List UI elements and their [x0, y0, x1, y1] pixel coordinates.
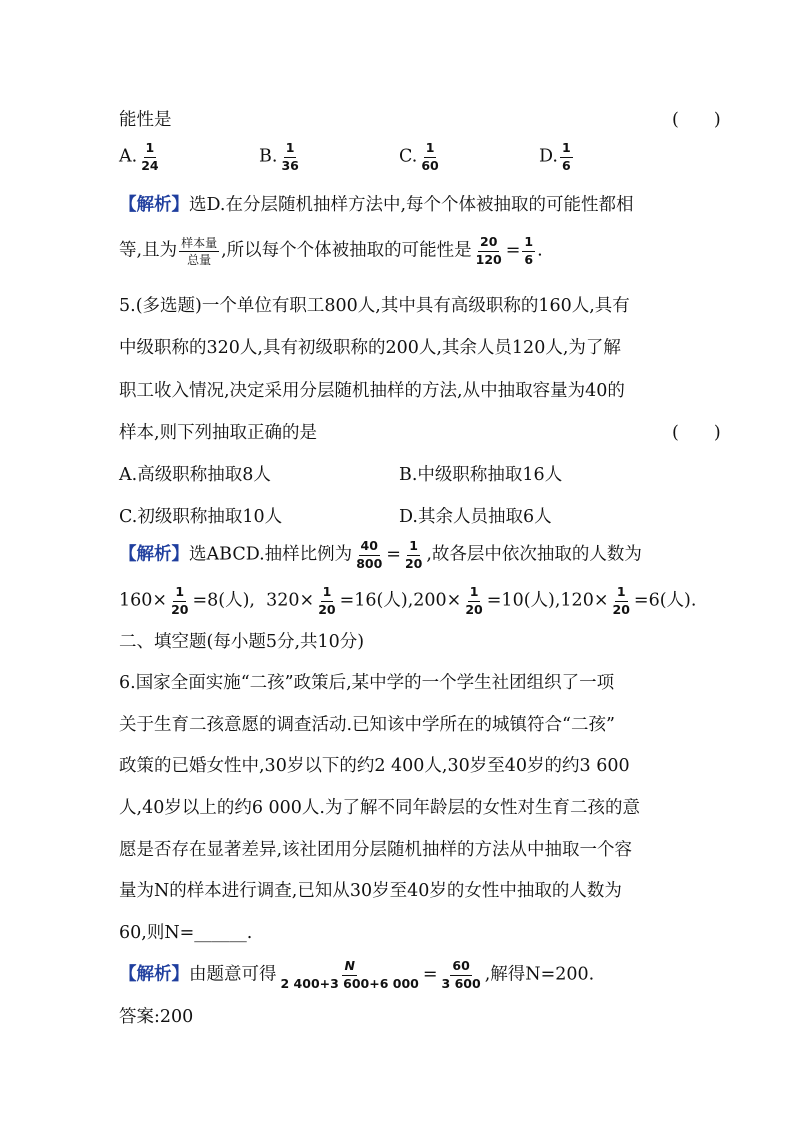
- section-heading-fill-in: 二、填空题(每小题5分,共10分): [119, 632, 365, 652]
- q5-calc-fraction: $\frac{1}{20}$: [318, 584, 336, 617]
- q6-stem-line4: 人,40岁以上的约6 000人.为了解不同年龄层的女性对生育二孩的意: [119, 798, 640, 818]
- q5-stem-line2: 中级职称的320人,具有初级职称的200人,其余人员120人,为了解: [119, 338, 621, 358]
- answer-value: :200: [154, 1007, 194, 1027]
- q6-stem-line3: 政策的已婚女性中,30岁以下的约2 400人,30岁至40岁的约3 600: [119, 756, 630, 776]
- q5-option-c: C.初级职称抽取10人: [119, 507, 283, 527]
- q6-stem-line7: 60,则N=______.: [119, 923, 253, 943]
- q5-stem-line4: 样本,则下列抽取正确的是: [119, 423, 318, 443]
- q5-option-d: D.其余人员抽取6人: [399, 507, 552, 527]
- q4-answer-bracket: ( ): [672, 110, 721, 130]
- q6-stem-line6: 量为N的样本进行调查,已知从30岁至40岁的女性中抽取的人数为: [119, 881, 622, 901]
- q5-stem-line1: 5.(多选题)一个单位有职工800人,其中具有高级职称的160人,具有: [119, 296, 630, 316]
- q4-option-a-fraction: $\frac{1}{24}$: [141, 140, 159, 173]
- analysis-tag: 【解析】: [119, 544, 189, 565]
- q4-option-b: B. $\frac{1}{36}$: [259, 140, 299, 173]
- q4-stem-tail: 能性是: [119, 110, 172, 130]
- q6-equation-fraction-left: $\frac{N}{2 400+3 600+6 000}$: [280, 958, 419, 991]
- analysis-tag: 【解析】: [119, 195, 189, 215]
- q4-option-c: C. $\frac{1}{60}$: [399, 140, 439, 173]
- q4-analysis-line1: 【解析】选D.在分层随机抽样方法中,每个个体被抽取的可能性都相: [119, 195, 634, 215]
- q4-option-d-fraction: $\frac{1}{6}$: [561, 140, 571, 173]
- q4-result-fraction: $\frac{1}{6}$: [524, 234, 534, 267]
- answer-label: 答案: [119, 1007, 154, 1027]
- q4-option-b-fraction: $\frac{1}{36}$: [281, 140, 299, 173]
- q6-equation-fraction-right: $\frac{60}{3 600}$: [441, 958, 481, 991]
- q6-stem-line5: 愿是否存在显著差异,该社团用分层随机抽样的方法从中抽取一个容: [119, 840, 633, 860]
- analysis-tag: 【解析】: [119, 964, 189, 985]
- q4-analysis-line2: 等,且为 $\frac{\text{样本量}}{\text{总量}}$ ,所以每个个体被抽取的可能性是 $\frac{20}{120}$ = $\frac{1}{6}$ .: [119, 234, 543, 267]
- q5-calc-fraction: $\frac{1}{20}$: [171, 584, 189, 617]
- q5-ratio-fraction: $\frac{40}{800}$: [356, 538, 383, 571]
- q5-ratio-simplified-fraction: $\frac{1}{20}$: [404, 538, 423, 571]
- q4-option-a: A. $\frac{1}{24}$: [119, 140, 159, 173]
- q5-option-a: A.高级职称抽取8人: [119, 465, 271, 485]
- q6-stem-line1: 6.国家全面实施“二孩”政策后,某中学的一个学生社团组织了一项: [119, 673, 615, 693]
- q5-answer-bracket: ( ): [672, 423, 721, 443]
- q5-calc-fraction: $\frac{1}{20}$: [612, 584, 630, 617]
- q5-calc-fraction: $\frac{1}{20}$: [465, 584, 483, 617]
- q4-option-c-fraction: $\frac{1}{60}$: [421, 140, 439, 173]
- q5-stem-line3: 职工收入情况,决定采用分层随机抽样的方法,从中抽取容量为40的: [119, 381, 625, 401]
- q6-stem-line2: 关于生育二孩意愿的调查活动.已知该中学所在的城镇符合“二孩”: [119, 715, 615, 735]
- q6-answer: [119, 1003, 193, 1028]
- q6-analysis-line: 【解析】由题意可得 $\frac{N}{2 400+3 600+6 000}$ = $\frac{60}{3 600}$ ,解得N=200.: [119, 958, 595, 991]
- q5-option-b: B.中级职称抽取16人: [399, 465, 563, 485]
- q5-analysis-line2: 160× $\frac{1}{20}$ =8(人), 320× $\frac{1}{20}$ =16(人),200× $\frac{1}{20}$ =10(人),120× $\frac{1}{20}$ =6(人).: [119, 584, 697, 617]
- q4-prob-fraction: $\frac{20}{120}$: [475, 234, 502, 267]
- q5-analysis-line1: 【解析】选ABCD.抽样比例为 $\frac{40}{800}$ = $\frac{1}{20}$ ,故各层中依次抽取的人数为: [119, 538, 642, 571]
- q4-option-d: D. $\frac{1}{6}$: [539, 140, 571, 173]
- q4-ratio-fraction: $\frac{\text{样本量}}{\text{总量}}$: [181, 235, 218, 267]
